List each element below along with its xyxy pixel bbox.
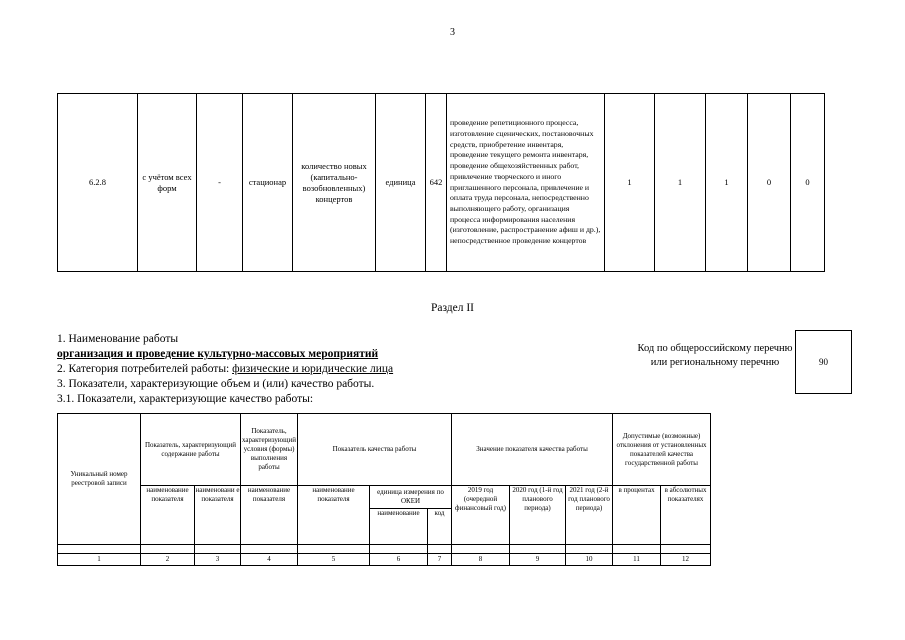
column-number: 11 — [613, 553, 661, 565]
table-row — [58, 94, 825, 272]
section-title: Раздел II — [430, 302, 475, 314]
subheader-2021: 2021 год (2-й год планового периода) — [566, 486, 613, 544]
category-value: физические и юридические лица — [232, 363, 394, 375]
numbering-row — [58, 553, 711, 565]
header-values: Значение показателя качества работы — [452, 414, 613, 486]
header-quality: Показатель качества работы — [298, 414, 452, 486]
subheader-name3: наименование показателя — [241, 486, 298, 544]
subheader-unit-name: наименование — [370, 508, 428, 544]
subheader-absolute: в абсолютных показателях — [661, 486, 711, 544]
category-label: 2. Категория потребителей работы: — [57, 363, 233, 375]
header-conditions: Показатель, характеризующий условия (формы) выполнения работы — [241, 414, 298, 486]
subheader-2019: 2019 год (очередной финансовый год) — [452, 486, 510, 544]
column-number: 3 — [195, 553, 241, 565]
subheader-percent: в процентах — [613, 486, 661, 544]
subheader-name2: наименовани е показателя — [195, 486, 241, 544]
value-2019-cell: 1 — [605, 94, 655, 272]
column-number: 10 — [566, 553, 613, 565]
subheader-name4: наименование показателя — [298, 486, 370, 544]
work-name-label: 1. Наименование работы — [57, 333, 179, 345]
code-box — [795, 330, 852, 394]
category-line — [57, 362, 393, 377]
code-label: Код по общероссийскому перечню или региональному перечню — [637, 343, 793, 368]
column-number: 12 — [661, 553, 711, 565]
percent-cell: 0 — [748, 94, 791, 272]
quality-table — [57, 413, 711, 566]
column-number: 7 — [428, 553, 452, 565]
column-number: 2 — [141, 553, 195, 565]
column-number: 8 — [452, 553, 510, 565]
conditions-cell: стационар — [243, 94, 293, 272]
description-cell: проведение репетиционного процесса, изготовление сценических, постановочных средств, приобретение инвентаря, проведение текущего ремонта инвентаря, проведение общехозяйственных работ, привлечение творческого и иного приглашенного персонала, привлечение и оплата труда персонала, непосредственно выполняющего работу, организация процесса информирования населения (изготовление, распространение афиш и др.), непосредственное проведение концертов — [447, 94, 605, 272]
quality-label: 3.1. Показатели, характеризующие качество работы: — [57, 393, 314, 405]
header-deviation: Допустимые (возможные) отклонения от установленных показателей качества государственной работы — [613, 414, 711, 486]
value-2020-cell: 1 — [655, 94, 706, 272]
header-content: Показатель, характеризующий содержание работы — [141, 414, 241, 486]
row-id: 6.2.8 — [58, 94, 138, 272]
continuation-table — [57, 93, 825, 272]
header-row — [58, 414, 711, 486]
header-unique: Уникальный номер реестровой записи — [58, 414, 141, 545]
value-2021-cell: 1 — [706, 94, 748, 272]
indicators-label: 3. Показатели, характеризующие объем и (или) качество работы. — [57, 378, 375, 390]
column-number: 1 — [58, 553, 141, 565]
work-name: организация и проведение культурно-массовых мероприятий — [57, 348, 379, 360]
unit-cell: единица — [376, 94, 426, 272]
content-cell: с учётом всех форм — [138, 94, 197, 272]
subheader-unit: единица измерения по ОКЕИ — [370, 486, 452, 508]
column-number: 4 — [241, 553, 298, 565]
subheader-row — [58, 486, 711, 508]
subheader-unit-code: код — [428, 508, 452, 544]
spacer-row — [58, 544, 711, 553]
content2-cell: - — [197, 94, 243, 272]
column-number: 6 — [370, 553, 428, 565]
column-number: 9 — [510, 553, 566, 565]
absolute-cell: 0 — [791, 94, 825, 272]
code-value: 90 — [819, 357, 828, 367]
column-number: 5 — [298, 553, 370, 565]
okei-cell: 642 — [426, 94, 447, 272]
indicator-cell: количество новых (капитально-возобновленных) концертов — [293, 94, 376, 272]
subheader-2020: 2020 год (1-й год планового периода) — [510, 486, 566, 544]
page-number: 3 — [450, 27, 455, 38]
subheader-name1: наименование показателя — [141, 486, 195, 544]
